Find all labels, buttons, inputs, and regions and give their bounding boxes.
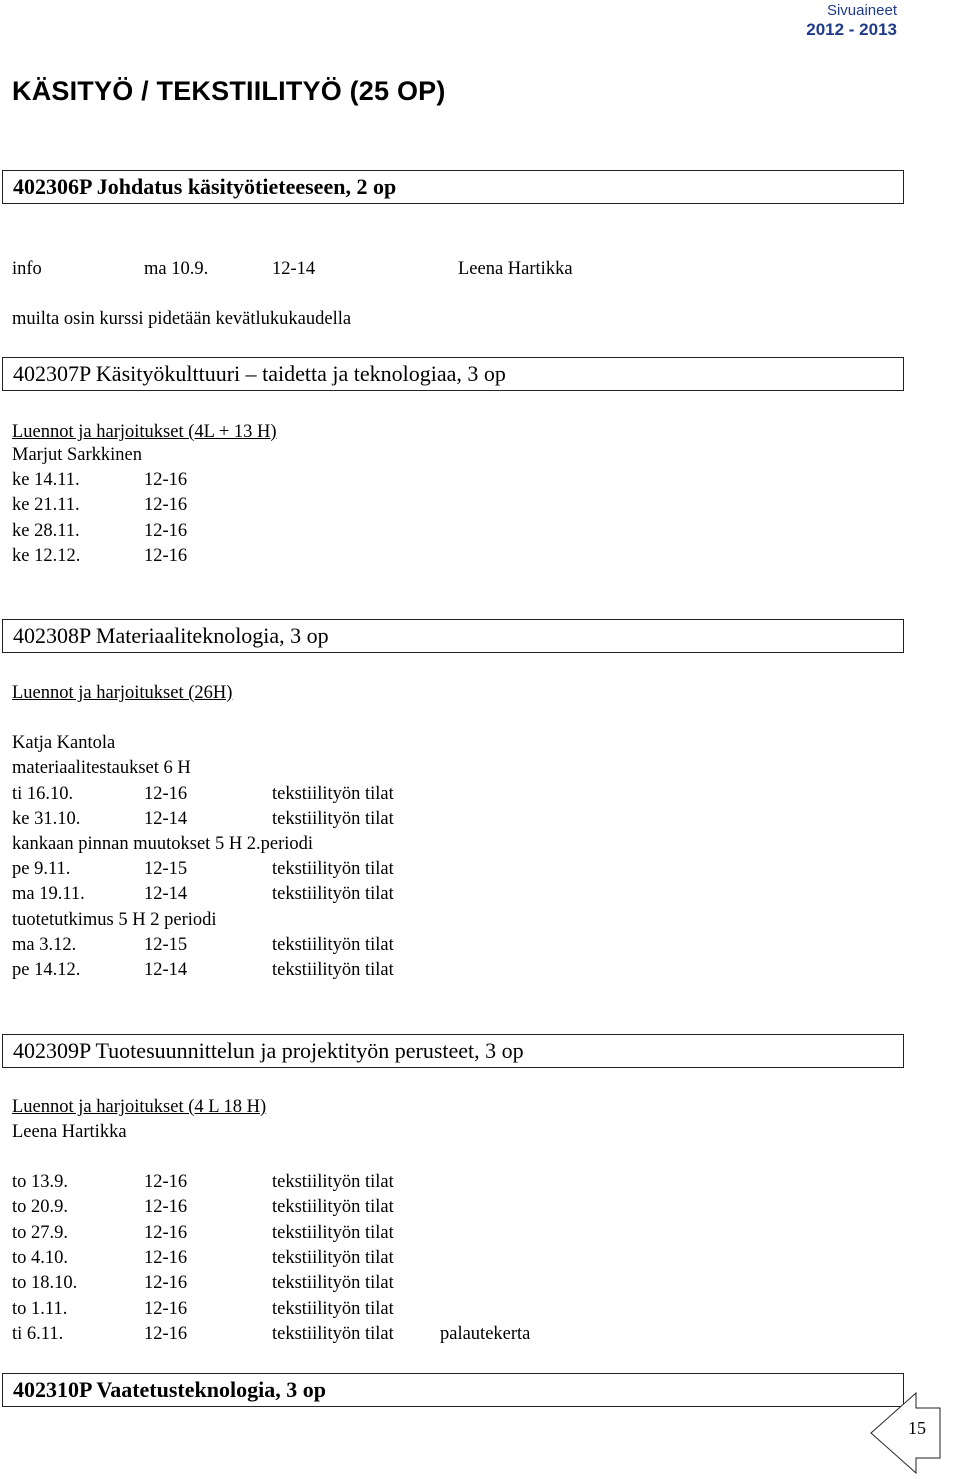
schedule-location: tekstiilityön tilat xyxy=(272,1273,394,1294)
schedule-date: to 4.10. xyxy=(12,1247,69,1268)
schedule-time: 12-16 xyxy=(144,1247,188,1268)
course-heading-402307p: 402307P Käsityökulttuuri – taidetta ja teknologiaa, 3 op xyxy=(2,357,904,391)
schedule-location: tekstiilityön tilat xyxy=(272,960,394,981)
schedule-time: 12-16 xyxy=(144,1172,188,1192)
schedule-time: 12-16 xyxy=(144,1323,188,1344)
schedule-date: ti 6.11. xyxy=(12,1323,64,1344)
course-subheading: Luennot ja harjoitukset (26H) xyxy=(12,683,233,703)
schedule-location: tekstiilityön tilat xyxy=(272,935,394,955)
schedule-location: tekstiilityön tilat xyxy=(272,784,394,804)
page-title: KÄSITYÖ / TEKSTIILITYÖ (25 OP) xyxy=(12,76,446,106)
schedule-time: 12-16 xyxy=(144,495,188,516)
schedule-time: 12-16 xyxy=(144,520,188,541)
course-note: muilta osin kurssi pidetään kevätlukukaudella xyxy=(12,309,352,329)
schedule-date: to 27.9. xyxy=(12,1222,69,1243)
info-time: 12-14 xyxy=(272,259,316,279)
course-heading-402310p: 402310P Vaatetusteknologia, 3 op xyxy=(2,1373,904,1407)
course-subheading: Luennot ja harjoitukset (4L + 13 H) xyxy=(12,422,277,442)
page-number-box xyxy=(870,1392,942,1474)
schedule-time: 12-16 xyxy=(144,470,188,490)
schedule-time: 12-16 xyxy=(144,1222,188,1243)
schedule-location: tekstiilityön tilat xyxy=(272,1323,394,1344)
schedule-date: ke 28.11. xyxy=(12,520,80,541)
schedule-location: tekstiilityön tilat xyxy=(272,1247,394,1268)
course-subheading: Luennot ja harjoitukset (4 L 18 H) xyxy=(12,1097,267,1117)
group-label: kankaan pinnan muutokset 5 H 2.periodi xyxy=(12,834,314,854)
page-header-year: 2012 - 2013 xyxy=(806,20,897,39)
schedule-date: ke 14.11. xyxy=(12,470,80,490)
schedule-date: pe 14.12. xyxy=(12,960,81,981)
page-corner-arrow-icon xyxy=(870,1392,942,1474)
schedule-date: to 20.9. xyxy=(12,1197,69,1218)
schedule-date: ma 19.11. xyxy=(12,884,85,905)
schedule-date: pe 9.11. xyxy=(12,859,71,879)
schedule-time: 12-14 xyxy=(144,809,188,830)
teacher-name: Marjut Sarkkinen xyxy=(12,445,142,465)
schedule-time: 12-15 xyxy=(144,859,188,879)
course-heading-402308p: 402308P Materiaaliteknologia, 3 op xyxy=(2,619,904,653)
schedule-date: ke 21.11. xyxy=(12,495,80,516)
schedule-date: ke 31.10. xyxy=(12,809,81,830)
schedule-location: tekstiilityön tilat xyxy=(272,859,394,879)
course-heading-402309p: 402309P Tuotesuunnittelun ja projektityön perusteet, 3 op xyxy=(2,1034,904,1068)
schedule-date: to 13.9. xyxy=(12,1172,69,1192)
info-teacher: Leena Hartikka xyxy=(458,259,573,279)
schedule-date: ti 16.10. xyxy=(12,784,74,804)
schedule-time: 12-16 xyxy=(144,784,188,804)
schedule-time: 12-16 xyxy=(144,545,188,566)
schedule-time: 12-16 xyxy=(144,1298,188,1319)
schedule-date: to 18.10. xyxy=(12,1273,78,1294)
schedule-time: 12-14 xyxy=(144,884,188,905)
schedule-location: tekstiilityön tilat xyxy=(272,884,394,905)
schedule-date: ma 3.12. xyxy=(12,935,77,955)
schedule-time: 12-14 xyxy=(144,960,188,981)
teacher-name: Katja Kantola xyxy=(12,733,116,753)
schedule-time: 12-16 xyxy=(144,1197,188,1218)
schedule-location: tekstiilityön tilat xyxy=(272,809,394,830)
group-label: materiaalitestaukset 6 H xyxy=(12,758,191,778)
schedule-location: tekstiilityön tilat xyxy=(272,1222,394,1243)
course-heading-402306p: 402306P Johdatus käsityötieteeseen, 2 op xyxy=(2,170,904,204)
teacher-name: Leena Hartikka xyxy=(12,1122,127,1142)
page-number: 15 xyxy=(908,1418,926,1438)
schedule-location: tekstiilityön tilat xyxy=(272,1298,394,1319)
page-header-label: Sivuaineet xyxy=(826,2,897,19)
info-kind: info xyxy=(12,259,42,279)
schedule-date: ke 12.12. xyxy=(12,545,81,566)
schedule-location: tekstiilityön tilat xyxy=(272,1172,394,1192)
schedule-time: 12-16 xyxy=(144,1273,188,1294)
schedule-location: tekstiilityön tilat xyxy=(272,1197,394,1218)
schedule-time: 12-15 xyxy=(144,935,188,955)
info-date: ma 10.9. xyxy=(144,259,209,279)
group-label: tuotetutkimus 5 H 2 periodi xyxy=(12,910,217,930)
schedule-date: to 1.11. xyxy=(12,1298,68,1319)
schedule-note: palautekerta xyxy=(440,1323,531,1344)
